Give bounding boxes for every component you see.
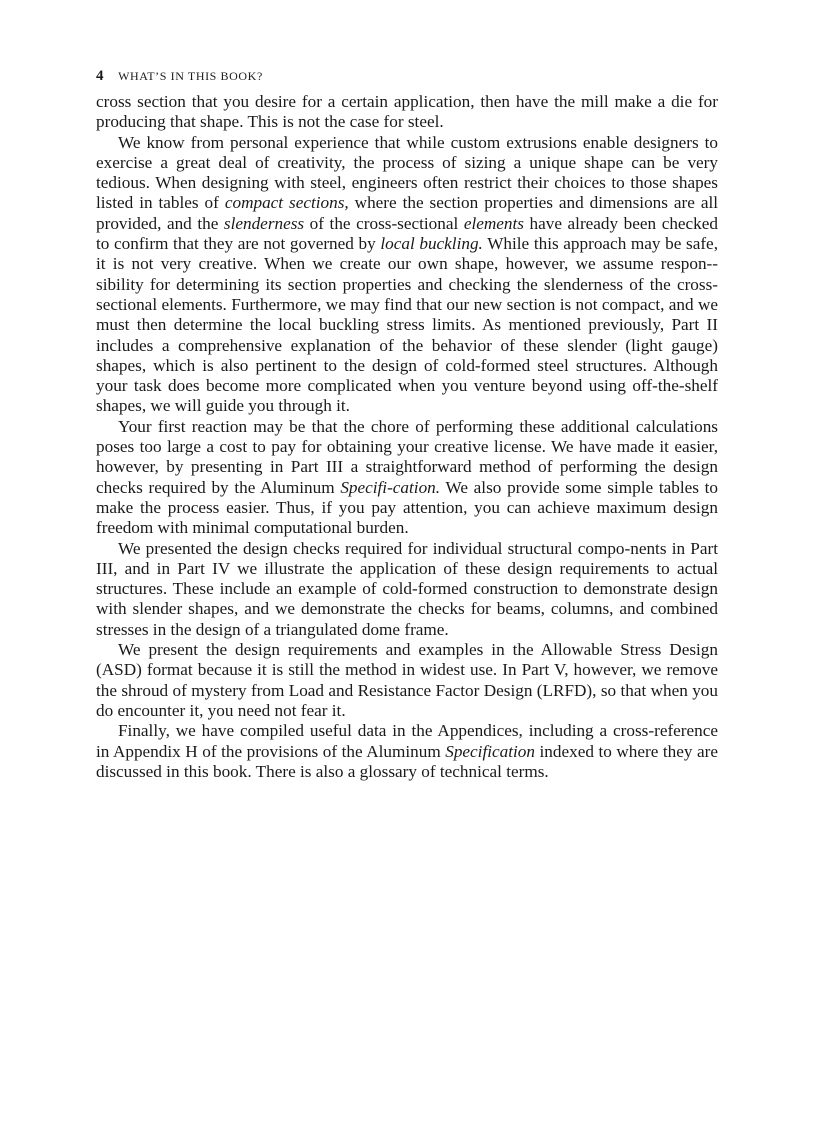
text-run: While this approach may be safe, it is not very creative. When we create our own shape, however, we assume respon-sibility for determining its section properties and checking the slenderness of the cross-sectional elements. Furthermore, we may find that our new section is not compact, and we must then determine the local buckling stress limits. As mentioned previously, Part II includes a comprehensive explanation of the behavior of these slender (light gauge) shapes, which is also pertinent to the design of cold-formed steel structures. Although your task does become more complicated when you venture beyond using off-the-shelf shapes, we will guide you through it. (96, 234, 718, 416)
italic-term: local buckling. (380, 234, 483, 254)
running-head (96, 68, 718, 85)
text-run: We present the design requirements and examples in the Allowable Stress Design (ASD) format because it is still the method in widest use. In Part V, however, we remove the shroud of mystery from Load and Resistance Factor Design (LRFD), so that when you do encounter it, you need not fear it. (96, 640, 718, 720)
book-page (96, 68, 718, 782)
text-run: indexed to where they are discussed in this book. There is also a glossary of technical terms. (96, 741, 718, 781)
text-run: We also provide some simple tables to make the process easier. Thus, if you pay attention, you can achieve maximum design freedom with minimal computational burden. (96, 477, 718, 538)
text-run: Your first reaction may be that the chore of performing these additional calculations poses too large a cost to pay for obtaining your creative license. We have made it easier, however, by presenting in Part III a straightforward method of performing the design checks required by the Aluminum (96, 416, 718, 497)
paragraph (96, 640, 718, 721)
page-number: 4 (96, 68, 105, 84)
paragraph (96, 92, 718, 133)
paragraph (96, 417, 718, 539)
text-run: We know from personal experience that while custom extrusions enable designers to exercise a great deal of creativity, the process of sizing a unique shape can be very tedious. When designing with steel, engineers often restrict their choices to those shapes listed in tables of (96, 132, 718, 213)
text-run: cross section that you desire for a certain application, then have the mill make a die for producing that shape. This is not the case for steel. (96, 92, 718, 132)
text-run: We presented the design checks required for individual structural compo-nents in Part III, and in Part IV we illustrate the application of these design requirements to actual structures. These include an example of cold-formed construction to demonstrate design with slender shapes, and we demonstrate the checks for beams, columns, and combined stresses in the design of a triangulated dome frame. (96, 538, 718, 639)
text-run: have already been checked to confirm that they are not governed by (96, 213, 718, 254)
italic-term: slenderness (223, 213, 305, 233)
paragraph (96, 133, 718, 417)
body-text (96, 92, 718, 782)
italic-term: elements (463, 213, 524, 233)
italic-term: compact sections, (224, 193, 349, 213)
text-run: Finally, we have compiled useful data in the Appendices, including a cross-reference in Appendix H of the provisions of the Aluminum (96, 721, 718, 761)
text-run: of the cross-sectional (304, 213, 464, 233)
paragraph (96, 721, 718, 782)
italic-term: Specification (445, 741, 535, 761)
text-run: where the section properties and dimensions are all provided, and the (96, 193, 719, 233)
running-title: WHAT’S IN THIS BOOK? (118, 69, 263, 83)
italic-term: Specifi-cation. (340, 477, 441, 497)
paragraph (96, 539, 718, 640)
